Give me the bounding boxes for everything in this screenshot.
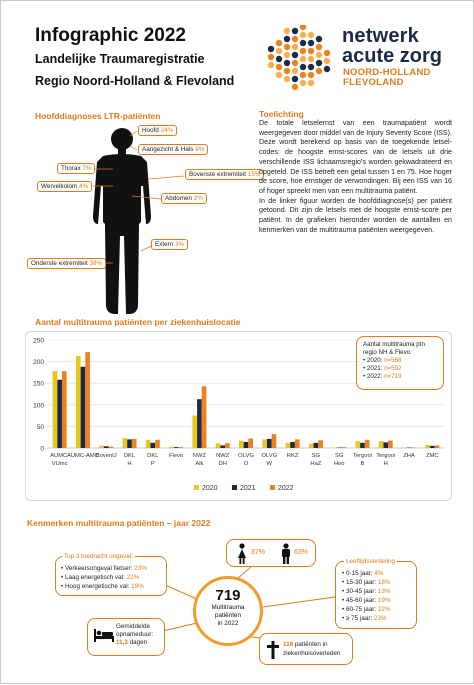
total-line3: in 2022 [196, 620, 260, 628]
stay-text [116, 623, 153, 647]
age-item-2: • 15-30 jaar: 18% [342, 578, 410, 587]
legend-label-2022: 2022 [278, 485, 294, 492]
stay-line1: Gemiddelde [116, 623, 153, 631]
toelichting-paragraph-2: In de linker figuur worden de hoofddiagnose(s) per patiënt getoond. Dit zijn de letsels met de hoogste ernst-score per patiënt. In de grafieken hieronder worden de aantallen en kenmerken van de multitrauma patiënten weergegeven. [259, 197, 452, 236]
age-item-6: • ≥ 75 jaar: 23% [342, 614, 410, 623]
x-tick-label: ZHA [403, 453, 415, 459]
x-tick-label: Tergooi [353, 453, 372, 459]
top3-item-3: • Hoog energetische val: 19% [61, 582, 161, 591]
total-circle [193, 576, 263, 646]
top3-title: Top 3 toedracht ongeval: [62, 552, 135, 561]
logo-text-netwerk: netwerk [342, 25, 419, 48]
logo-text-flevoland: FLEVOLAND [343, 77, 404, 88]
diagnoses-title: Hoofddiagnoses LTR-patiënten [35, 111, 160, 121]
stay-value-line: 11,3 dagen [116, 639, 153, 647]
x-tick-label: H [127, 461, 131, 467]
x-tick-label: HaZ [310, 461, 321, 467]
y-tick-label: 200 [33, 359, 44, 366]
x-tick-label: BovenIJ [96, 453, 117, 459]
deceased-line1: 118 patiënten in [283, 640, 340, 649]
legend-box-line2: regio NH & Flevo: [363, 349, 437, 357]
diagnosis-label-extern: Extern 3% [151, 239, 188, 250]
x-tick-label: P [151, 461, 155, 467]
y-tick-label: 250 [33, 338, 44, 345]
x-tick-label: DH [219, 461, 227, 467]
x-tick-label: VUmc [52, 461, 68, 467]
x-tick-label: O [244, 461, 249, 467]
total-number: 719 [196, 587, 260, 604]
diagnosis-label-hoofd: Hoofd 24% [138, 125, 177, 136]
total-line2: patiënten [196, 612, 260, 620]
deceased-panel [259, 633, 353, 665]
page-subtitle: Landelijke Traumaregistratie [35, 52, 205, 66]
x-tick-label: SG [312, 453, 321, 459]
diagnosis-label-wervelkolom: Wervelkolom 4% [37, 181, 92, 192]
x-tick-label: Alk [195, 461, 203, 467]
deceased-text [283, 640, 340, 658]
age-title: Leeftijdsverdeling [344, 557, 397, 566]
age-item-3: • 30-45 jaar: 13% [342, 587, 410, 596]
y-tick-label: 150 [33, 381, 44, 388]
x-tick-label: Tergooi [376, 453, 395, 459]
diagnosis-label-bovenste-extremiteit: Bovenste extremiteit 15% [185, 169, 264, 180]
y-tick-label: 0 [40, 446, 44, 453]
x-tick-label: W [267, 461, 273, 467]
total-line1: Multitrauma [196, 604, 260, 612]
x-tick-label: B [361, 461, 365, 467]
x-tick-label: DKL [124, 453, 136, 459]
diagnosis-label-thorax: Thorax 7% [57, 163, 95, 174]
page-title: Infographic 2022 [35, 25, 186, 47]
x-tick-label: ZMC [426, 453, 439, 459]
diagnosis-label-abdomen: Abdomen 2% [161, 193, 207, 204]
logo-text-noord-holland: NOORD-HOLLAND [343, 67, 431, 78]
cross-icon [267, 641, 279, 659]
deceased-line2: ziekenhuisoverleden [283, 649, 340, 658]
kenmerken-title: Kenmerken multitrauma patiënten – jaar 2022 [27, 518, 210, 528]
age-item-4: • 45-60 jaar: 19% [342, 596, 410, 605]
x-tick-label: NWZ [216, 453, 230, 459]
legend-label-2021: 2021 [240, 485, 256, 492]
y-tick-label: 100 [33, 402, 44, 409]
x-tick-label: AUMC-AMC [67, 453, 99, 459]
x-tick-label: AUMC- [50, 453, 69, 459]
x-tick-label: Flevo [169, 453, 183, 459]
stay-panel [87, 618, 165, 656]
age-item-1: • 0-15 jaar: 4% [342, 569, 410, 578]
x-tick-label: SG [335, 453, 344, 459]
toelichting-paragraph-1: De totale letselernst van een traumapatiënt wordt weergegeven door middel van de Injury Severity Score (ISS). Deze wordt berekend op basis van de toegekende letsel-codes: de hoogste ernst-scores van de letsels uit drie verschillende ISS lichaamsregio's worden gekwadrateerd en opgeteld. De ISS betreft een getal tussen 1 en 75. Hoe hoger de score, hoe ernstiger de verwondingen. Bij een ISS van 16 of hoger spreekt men van een multitrauma patiënt. [259, 119, 452, 197]
legend-box-entry-2021: • 2021: n=592 [363, 365, 437, 373]
top3-item-1: • Verkeersongeval fietser: 23% [61, 564, 161, 573]
top3-item-2: • Laag energetisch val: 22% [61, 573, 161, 582]
logo-text-acute-zorg: acute zorg [342, 45, 442, 68]
x-tick-label: Hoo [334, 461, 345, 467]
chart-title: Aantal multitrauma patiënten per ziekenhuislocatie [35, 317, 240, 327]
legend-box-entry-2020: • 2020: n=568 [363, 357, 437, 365]
diagnosis-label-aangezicht: Aangezicht & Hals 8% [138, 144, 208, 155]
x-tick-label: DKL [147, 453, 159, 459]
y-tick-label: 50 [37, 424, 45, 431]
x-tick-label: RKZ [287, 453, 299, 459]
page-region: Regio Noord-Holland & Flevoland [35, 74, 234, 88]
hospital-bed-icon [94, 627, 114, 643]
legend-box-entry-2022: • 2022: n=719 [363, 373, 437, 381]
toelichting-title: Toelichting [259, 109, 304, 119]
x-tick-label: H [384, 461, 388, 467]
age-item-5: • 60-75 jaar: 22% [342, 605, 410, 614]
male-percentage: 63% [294, 549, 308, 556]
x-tick-label: OLVG [238, 453, 254, 459]
legend-label-2020: 2020 [202, 485, 218, 492]
diagnosis-label-onderste-extremiteit: Onderste extremiteit 38% [27, 258, 106, 269]
stay-line2: opnameduur: [116, 631, 153, 639]
x-tick-label: NWZ [193, 453, 207, 459]
x-tick-label: OLVG [261, 453, 277, 459]
legend-box-line1: Aantal multitrauma ptn [363, 341, 437, 349]
female-percentage: 37% [251, 549, 265, 556]
